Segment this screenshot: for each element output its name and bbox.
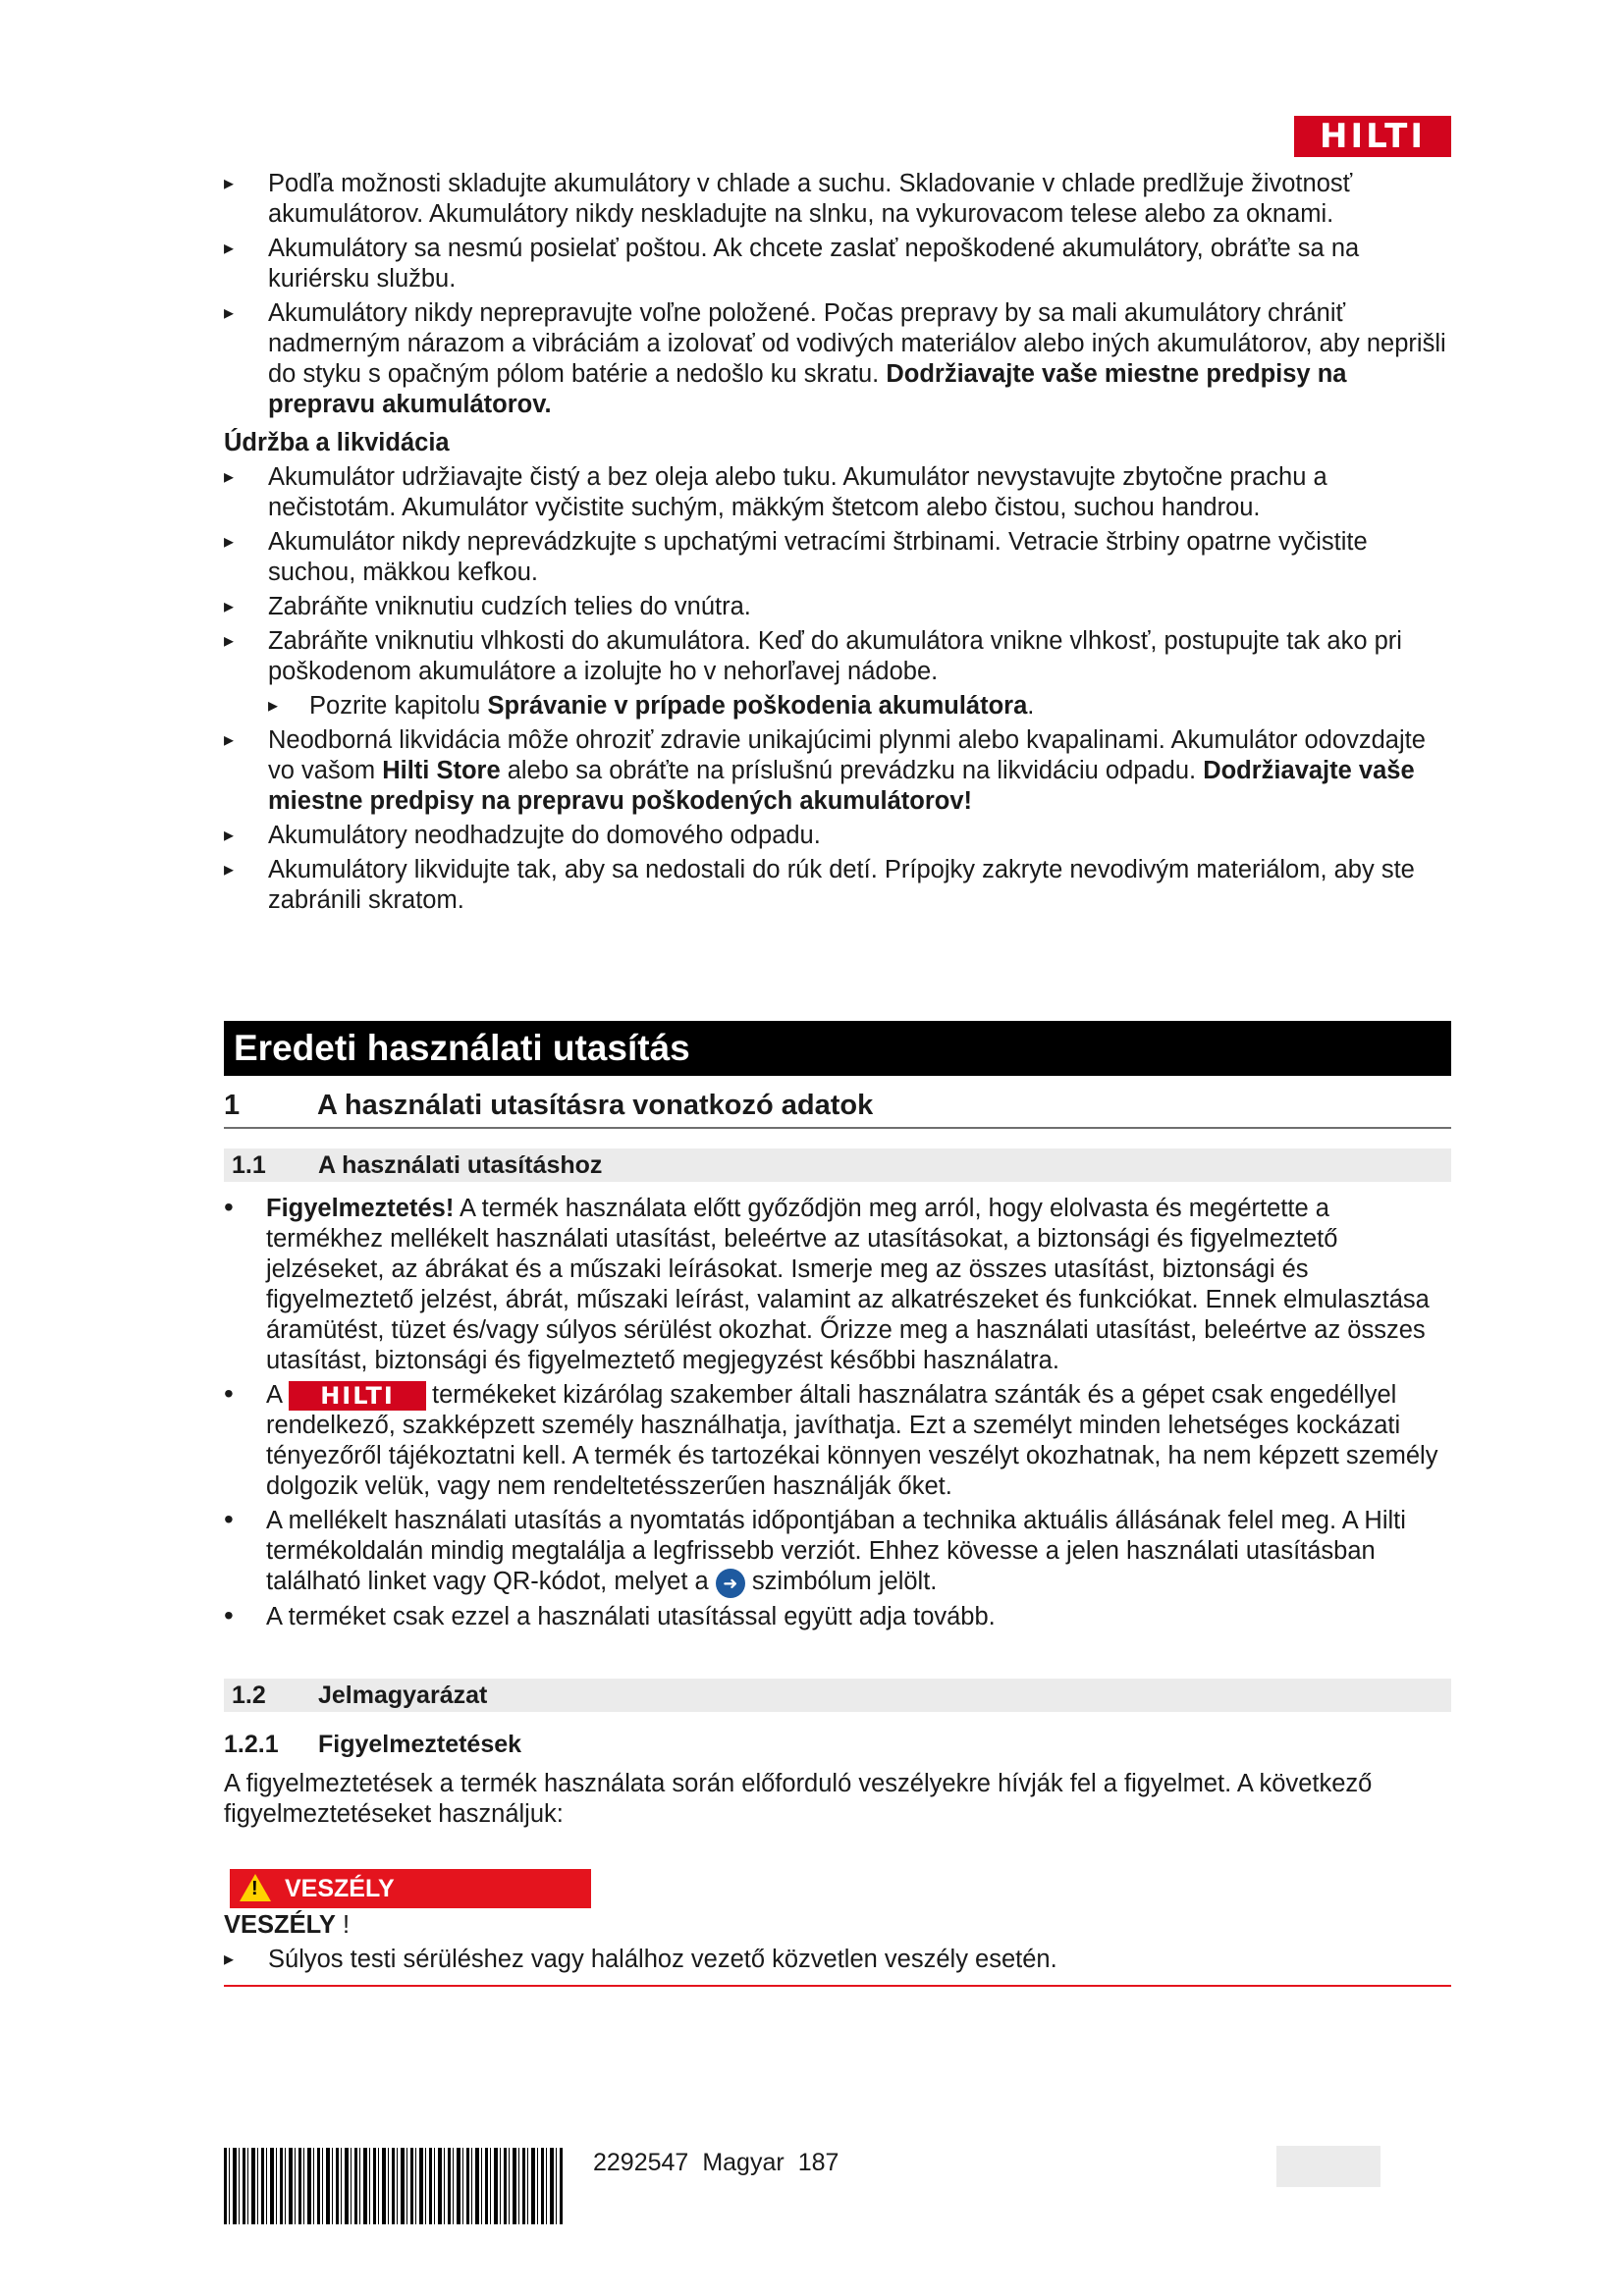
link-arrow-icon: ➜: [716, 1569, 745, 1598]
danger-label-box: ! VESZÉLY: [230, 1869, 591, 1908]
list-item: • A mellékelt használati utasítás a nyomtatás időpontjában a technika aktuális állásának felel meg. A Hilti termékoldalán mindig megtalálja a legfrissebb verziót. Ehhez kövesse a jelen használati utasításban található linket vagy QR-kódot, melyet a ➜ szimbólum jelölt.: [224, 1506, 1451, 1597]
list-item: ▸ Neodborná likvidácia môže ohroziť zdravie unikajúcimi plynmi alebo kvapalinami. Akumulátor odovzdajte vo vašom Hilti Store alebo sa obráťte na príslušnú prevádzku na likvidáciu odpadu. Dodržiavajte vaše miestne predpisy na prepravu poškodených akumulátorov!: [224, 725, 1451, 817]
list-item: ▸ Zabráňte vniknutiu cudzích telies do vnútra.: [224, 592, 1451, 622]
list-item: ▸ Akumulátory likvidujte tak, aby sa nedostali do rúk detí. Prípojky zakryte nevodivým materiálom, aby ste zabránili skratom.: [224, 855, 1451, 916]
barcode: [224, 2148, 563, 2224]
section-heading-1: 1 A használati utasításra vonatkozó adatok: [224, 1088, 1451, 1129]
list-item: • A HILTI termékeket kizárólag szakember általi használatra szánták és a gépet csak engedéllyel rendelkező, szakképzett személy használhatja, javíthatja. Ezt a személyt minden lehetséges kockázati tényezőről tájékoztatni kell. A termék és tartozékai könnyen veszélyt okozhatnak, ha nem képzett személy dolgozik velük, vagy nem rendeltetésszerűen használják őket.: [224, 1380, 1451, 1502]
list-item: • Figyelmeztetés! A termék használata előtt győződjön meg arról, hogy elolvasta és megértette a termékhez mellékelt használati utasítást, beleértve az utasításokat, a biztonsági és figyelmeztető jelzéseket, az ábrákat és a műszaki leírásokat. Ismerje meg az összes utasítást, biztonsági és figyelmeztető jelzést, ábrát, műszaki leírást, valamint az alkatrészeket és funkciókat. Ennek elmulasztása áramütést, tüzet és/vagy súlyos sérülést okozhat. Őrizze meg a használati utasítást, beleértve az összes utasítást, biztonsági és figyelmeztető megjegyzést későbbi használatra.: [224, 1194, 1451, 1376]
section-1-1-body: [224, 1194, 1451, 1636]
section-heading-1-2: 1.2 Jelmagyarázat: [224, 1679, 1451, 1712]
list-item: ▸ Akumulátor nikdy neprevádzkujte s upchatými vetracími štrbinami. Vetracie štrbiny opatrne vyčistite suchou, mäkkou kefkou.: [224, 527, 1451, 588]
language: Magyar: [702, 2149, 785, 2176]
hilti-logo: HILTI: [1294, 116, 1451, 157]
warnings-intro: A figyelmeztetések a termék használata során előforduló veszélyekre hívják fel a figyelmet. A következő figyelmeztetéseket használjuk:: [224, 1770, 1373, 1828]
warning-triangle-icon: !: [240, 1874, 271, 1901]
danger-underline: [224, 1985, 1451, 1987]
storage-section: [224, 169, 1451, 920]
list-item: ▸ Podľa možnosti skladujte akumulátory v chlade a suchu. Skladovanie v chlade predlžuje životnosť akumulátorov. Akumulátory nikdy neskladujte na slnku, na vykurovacom telese alebo za oknami.: [224, 169, 1451, 230]
footer-grey-box: [1276, 2146, 1380, 2187]
sub-list-item: ▸ Pozrite kapitolu Správanie v prípade poškodenia akumulátora.: [268, 691, 1451, 721]
section-heading-1-1: 1.1 A használati utasításhoz: [224, 1148, 1451, 1182]
list-item: ▸ Akumulátory sa nesmú posielať poštou. Ak chcete zaslať nepoškodené akumulátory, obráťte sa na kuriérsku službu.: [224, 234, 1451, 294]
hilti-inline-logo: HILTI: [289, 1381, 426, 1411]
doc-number: 2292547: [593, 2149, 689, 2176]
list-item: ▸ Akumulátory nikdy neprepravujte voľne položené. Počas prepravy by sa mali akumulátory chrániť nadmerným nárazom a vibráciám a izolovať od vodivých materiálov alebo iných akumulátorov, aby neprišli do styku s opačným pólom batérie a nedošlo ku skratu. Dodržiavajte vaše miestne predpisy na prepravu akumulátorov.: [224, 298, 1451, 420]
list-item: ▸ Súlyos testi sérüléshez vagy halálhoz vezető közvetlen veszély esetén.: [224, 1945, 1451, 1975]
list-item: ▸ Akumulátory neodhadzujte do domového odpadu.: [224, 821, 1451, 851]
document-title-bar: Eredeti használati utasítás: [224, 1021, 1451, 1076]
list-item: • A terméket csak ezzel a használati utasítással együtt adja tovább.: [224, 1602, 1451, 1632]
maintenance-heading: Údržba a likvidácia: [224, 429, 450, 456]
page-number: 187: [797, 2149, 839, 2176]
page-footer: [593, 2148, 852, 2178]
danger-description: VESZÉLY ! ▸ Súlyos testi sérüléshez vagy halálhoz vezető közvetlen veszély esetén.: [224, 1910, 1451, 1979]
section-heading-1-2-1: 1.2.1 Figyelmeztetések: [224, 1731, 522, 1758]
list-item: ▸ Zabráňte vniknutiu vlhkosti do akumulátora. Keď do akumulátora vnikne vlhkosť, postupujte tak ako pri poškodenom akumulátore a izolujte ho v nehorľavej nádobe. ▸ Pozrite kapitolu Správanie v prípade poškodenia akumulátora.: [224, 626, 1451, 721]
list-item: ▸ Akumulátor udržiavajte čistý a bez oleja alebo tuku. Akumulátor nevystavujte zbytočne prachu a nečistotám. Akumulátor vyčistite suchým, mäkkým štetcom alebo čistou, suchou handrou.: [224, 462, 1451, 523]
